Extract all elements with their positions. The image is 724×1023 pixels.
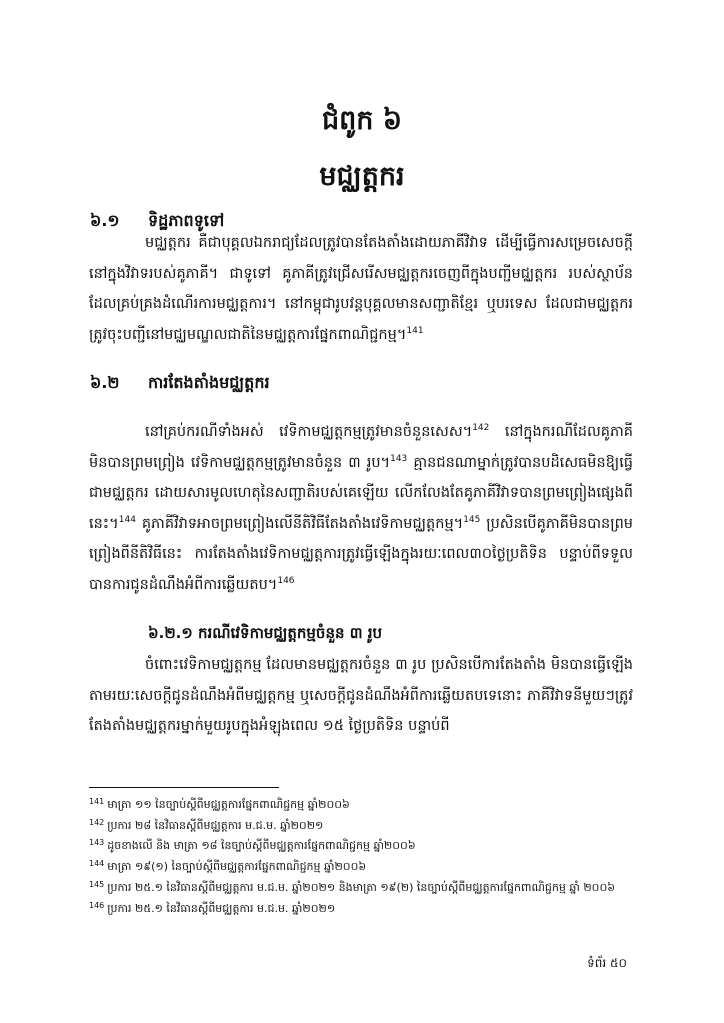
footnote-ref[interactable]: 145 (463, 514, 481, 525)
footnote (89, 857, 633, 878)
footnote-number: 141 (89, 797, 105, 806)
section-number: ៦.២ (90, 373, 120, 392)
paragraph-text: ប្រសិនបើគូភាគីមិនបានព្រមព្រៀងពីនីតិវិធីនេះ ការតែងតាំងវេទិកាមជ្ឈត្តការត្រូវធ្វើឡើងក្នុងរយៈពេល៣០ថ្ងៃប្រតិទិន បន្ទាប់ពីទទួលបានការជូនដំណឹងអំពីការឆ្លើយតប។ (89, 515, 633, 593)
footnote-ref[interactable]: 141 (406, 325, 424, 336)
chapter-number: ជំពូក ៦ (322, 105, 402, 136)
paragraph-text: នៅគ្រប់ករណីទាំងអស់ វេទិកាមជ្ឈត្តកម្មត្រូវមានចំនួនសេស។ (145, 424, 473, 440)
footnote-number: 145 (89, 879, 105, 889)
paragraph-text: គ្មានជនណាម្នាក់ត្រូវបានបដិសេធមិនឱ្យធ្វើជាមជ្ឈត្តករ ដោយសារមូលហេតុនៃសញ្ជាតិរបស់គេឡើយ លើកលែងតែគូភាគីវិវាទបានព្រមព្រៀងផ្សេងពីនេះ។ (89, 454, 634, 532)
paragraph-text: មជ្ឈត្តករ គឺជាបុគ្គលឯករាជ្យដែលត្រូវបានតែងតាំងដោយភាគីវិវាទ ដើម្បីធ្វើការសម្រេចសេចក្តីនៅក្នុងវិវាទរបស់គូភាគី។ ជាទូទៅ គូភាគីត្រូវជ្រើសរើសមជ្ឈត្តករចេញពីក្នុងបញ្ជីមជ្ឈត្តករ របស់ស្ថាប័នដែលគ្រប់គ្រងដំណើរការមជ្ឈត្តការ។ នៅកម្ពុជារូបវន្តបុគ្គលមានសញ្ជាតិខ្មែរ ឬបរទេស ដែលជាមជ្ឈត្តករត្រូវចុះបញ្ជីនៅមជ្ឈមណ្ឌលជាតិនៃមជ្ឈត្តការផ្នែកពាណិជ្ជកម្ម។ (89, 235, 633, 343)
paragraph-text: នៅក្នុងករណីដែលគូភាគី មិនបានព្រមព្រៀង វេទិកាមជ្ឈត្តកម្មត្រូវមានចំនួន ៣ រូប។ (89, 424, 633, 471)
subsection-body (89, 650, 633, 742)
subsection-heading: ៦.២.១ ករណីវេទិកាមជ្ឈត្តកម្មចំនួន ៣ រូប (148, 624, 383, 642)
footnotes (89, 795, 633, 919)
footnote (89, 795, 633, 816)
footnote-text: ប្រការ ២៥.១ នៃវិធានស្តីពីមជ្ឈត្តការ ម.ជ.ម. ឆ្នាំ២០២១ និងមាត្រា ១៩(២) នៃច្បាប់ស្តីពីមជ្ឈត្តការផ្នែកពាណិជ្ជកម្ម ឆ្នាំ ២០០៦ (107, 880, 616, 894)
footnote (89, 899, 633, 920)
footnote (89, 878, 633, 899)
footnote-text: ដូចខាងលើ និង មាត្រា ១៨ នៃច្បាប់ស្តីពីមជ្ឈត្តការផ្នែកពាណិជ្ជកម្ម ឆ្នាំ២០០៦ (107, 839, 416, 853)
page-number: ទំព័រ ៥០ (587, 956, 627, 970)
section-heading-appointment (90, 372, 270, 396)
chapter-title: មជ្ឈត្តករ (319, 161, 405, 192)
section-body-overview (89, 228, 633, 350)
footnote-number: 144 (89, 859, 105, 869)
footnote-ref[interactable]: 144 (118, 514, 136, 525)
footnote-text: មាត្រា ១១ នៃច្បាប់ស្តីពីមជ្ឈត្តការផ្នែកពាណិជ្ជកម្ម ឆ្នាំ២០០៦ (107, 798, 350, 811)
footnote-ref[interactable]: 146 (277, 575, 295, 586)
section-title: ទិដ្ឋភាពទូទៅ (148, 211, 225, 230)
footnote (89, 836, 633, 857)
section-body-appointment (89, 417, 633, 600)
footnote (89, 816, 633, 837)
paragraph-text: គូភាគីវិវាទអាចព្រមព្រៀងលើនីតិវិធីតែងតាំងវេទិកាមជ្ឈត្តកម្ម។ (135, 515, 464, 532)
footnote-ref[interactable]: 142 (472, 423, 490, 433)
section-title: ការតែងតាំងមជ្ឈត្តករ (148, 373, 270, 392)
paragraph-text: ចំពោះវេទិកាមជ្ឈត្តកម្ម ដែលមានមជ្ឈត្តករចំនួន ៣ រូប ប្រសិនបើការតែងតាំង មិនបានធ្វើឡើង តាមរយៈសេចក្តីជូនដំណឹងអំពីមជ្ឈត្តកម្ម ឬសេចក្តីជូនដំណឹងអំពីការឆ្លើយតបទេនោះ ភាគីវិវាទនីមួយៗត្រូវតែងតាំងមជ្ឈត្តករម្នាក់មួយរូបក្នុងអំឡុងពេល ១៥ ថ្ងៃប្រតិទិន បន្ទាប់ពី (89, 657, 633, 734)
section-number: ៦.១ (90, 211, 120, 230)
footnote-divider (89, 787, 279, 788)
footnote-ref[interactable]: 143 (390, 453, 408, 464)
footnote-text: ប្រការ ២៥.១ នៃវិធានស្តីពីមជ្ឈត្តការ ម.ជ.ម. ឆ្នាំ២០២១ (107, 901, 336, 915)
footnote-number: 143 (89, 838, 105, 848)
footnote-text: មាត្រា ១៩(១) នៃច្បាប់ស្តីពីមជ្ឈត្តការផ្នែកពាណិជ្ជកម្ម ឆ្នាំ២០០៦ (107, 860, 367, 874)
footnote-number: 146 (89, 900, 105, 910)
footnote-number: 142 (89, 817, 105, 827)
footnote-text: ប្រការ ២៨ នៃវិធានស្តីពីមជ្ឈត្តការ ម.ជ.ម. ឆ្នាំ២០២១ (107, 818, 324, 832)
